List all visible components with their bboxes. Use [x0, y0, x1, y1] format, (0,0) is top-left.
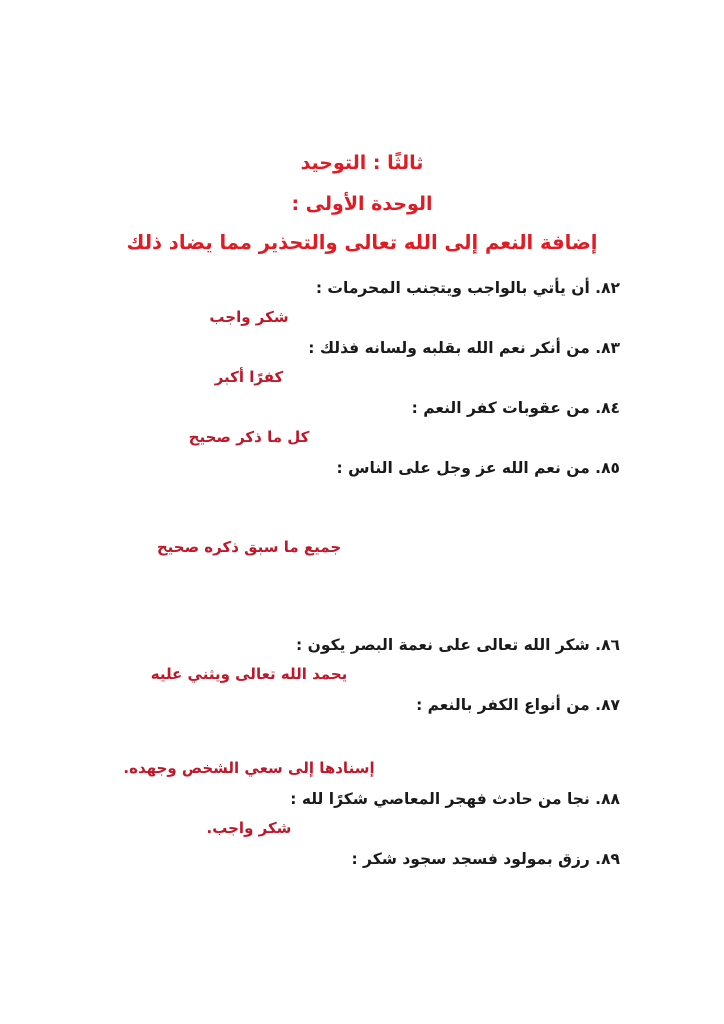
question-item-82: [0, 277, 724, 329]
document-heading-block: [0, 148, 724, 258]
answer-value-82: شكر واجب: [209, 308, 289, 326]
spacer: [0, 717, 724, 757]
question-text-83: ٨٣. من أنكر نعم الله بقلبه ولسانه فذلك :: [308, 339, 620, 357]
question-text-82: ٨٢. أن يأتي بالواجب ويتجنب المحرمات :: [315, 279, 620, 297]
question-text-85: ٨٥. من نعم الله عز وجل على الناس :: [336, 459, 620, 477]
question-text-84: ٨٤. من عقوبات كفر النعم :: [411, 399, 620, 417]
spacer: [0, 840, 724, 848]
spacer: [0, 389, 724, 397]
answer-text-84: [0, 426, 724, 449]
answer-value-86: يحمد الله تعالى ويثني عليه: [150, 665, 348, 683]
spacer: [0, 329, 724, 337]
question-list: [0, 277, 724, 871]
spacer: [0, 559, 724, 615]
spacer: [0, 780, 724, 788]
answer-value-87: إسنادها إلى سعي الشخص وجهده.: [123, 759, 375, 777]
answer-value-85: جميع ما سبق ذكره صحيح: [156, 538, 342, 556]
answer-text-83: [0, 366, 724, 389]
spacer: [0, 480, 724, 536]
document-content: [0, 148, 724, 871]
spacer: [0, 615, 724, 634]
answer-text-88: [0, 817, 724, 840]
answer-text-82: [0, 306, 724, 329]
answer-text-86: [0, 663, 724, 686]
answer-text-87: [0, 757, 724, 780]
spacer: [0, 686, 724, 694]
question-item-84: [0, 397, 724, 449]
heading-subject: ثالثًا : التوحيد: [300, 152, 424, 174]
question-item-87: [0, 694, 724, 780]
question-item-88: [0, 788, 724, 840]
answer-value-83: كفرًا أكبر: [214, 368, 284, 386]
answer-text-85: [0, 536, 724, 559]
question-item-83: [0, 337, 724, 389]
question-text-88: ٨٨. نجا من حادث فهجر المعاصي شكرًا لله :: [290, 790, 620, 808]
question-text-86: ٨٦. شكر الله تعالى على نعمة البصر يكون :: [296, 636, 620, 654]
question-item-86: [0, 634, 724, 686]
question-item-89: [0, 848, 724, 871]
heading-topic: إضافة النعم إلى الله تعالى والتحذير مما يضاد ذلك: [126, 231, 598, 254]
answer-value-84: كل ما ذكر صحيح: [188, 428, 310, 446]
question-item-85: [0, 457, 724, 559]
spacer: [0, 449, 724, 457]
question-text-89: ٨٩. رزق بمولود فسجد سجود شكر :: [351, 850, 620, 868]
heading-unit: الوحدة الأولى :: [291, 193, 433, 215]
spacer: [0, 258, 724, 277]
answer-value-88: شكر واجب.: [206, 819, 292, 837]
question-text-87: ٨٧. من أنواع الكفر بالنعم :: [416, 696, 620, 714]
